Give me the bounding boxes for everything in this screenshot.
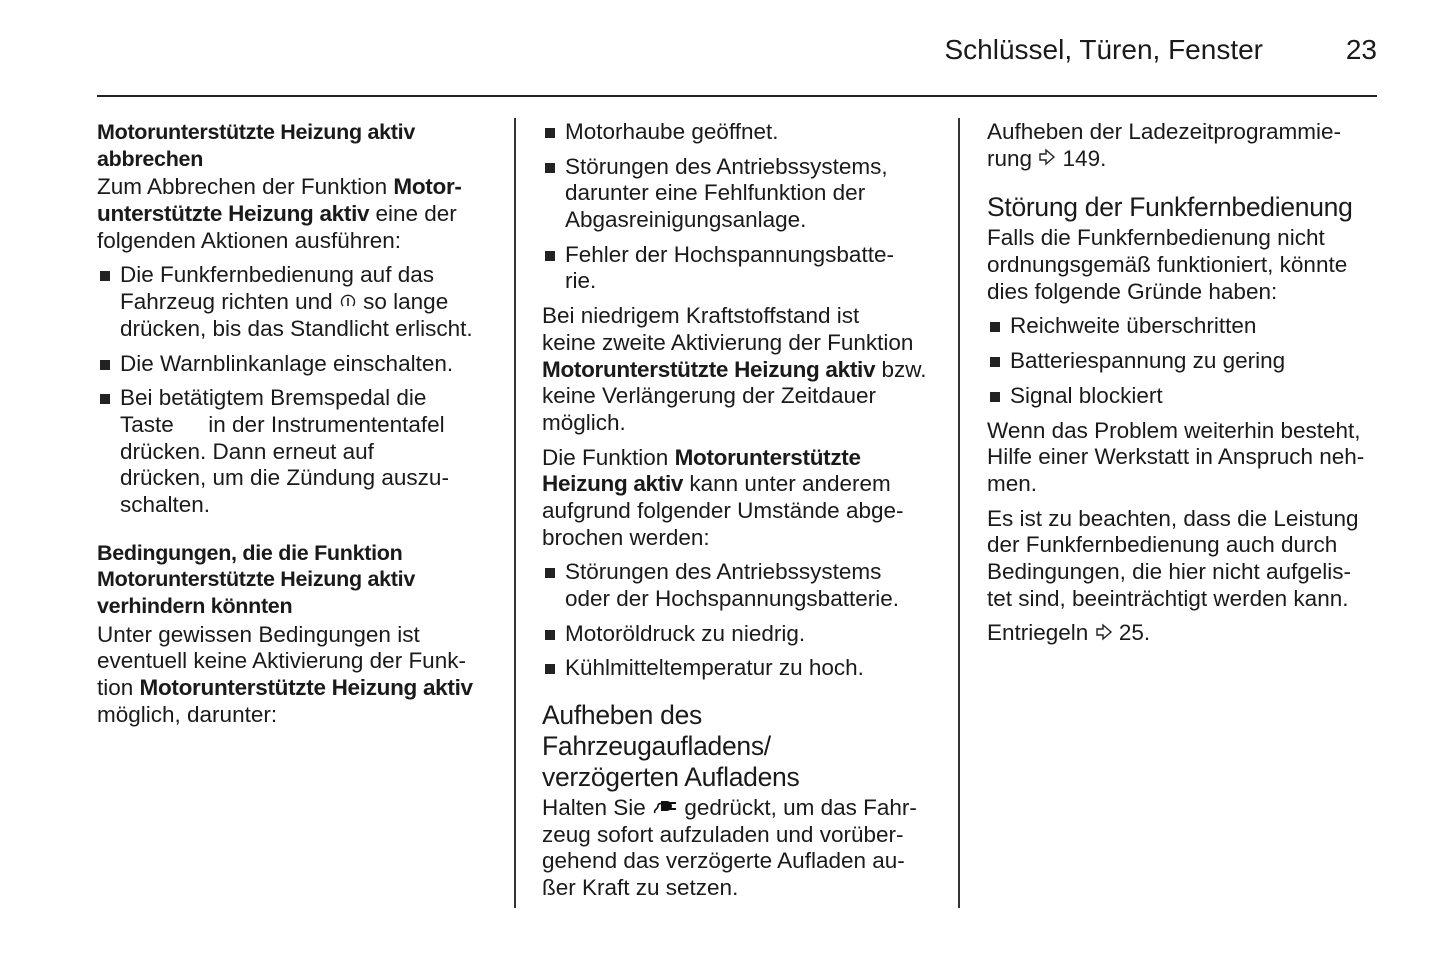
running-header-title: Schlüssel, Türen, Fenster [944,34,1263,65]
text-line: unterstützte Heizung aktiv eine der [97,201,457,227]
bullet-square-icon [545,163,555,173]
text-line: oder der Hochspannungsbatterie. [565,586,899,611]
text-line: Wenn das Problem weiterhin besteht, [987,417,1361,443]
bullet-item [987,348,1387,375]
bullet-square-icon [100,271,110,281]
bullet-square-icon [545,568,555,578]
bullet-square-icon [990,392,1000,402]
text-line: Motorunterstützte Heizung aktiv [97,120,415,144]
section-title [542,700,942,793]
text-line: Bei niedrigem Kraftstoffstand ist [542,303,860,329]
text-line: Halten Sie gedrückt, um das Fahr- [542,795,942,822]
bullet-item [987,383,1387,410]
text-line: drücken, um die Zündung auszu- [120,465,449,491]
text-line: Bedingungen, die die Funktion [97,540,403,565]
text-line: rung 149. [987,146,1387,173]
text-line: brochen werden: [542,524,710,550]
text-line: tet sind, beeinträchtigt werden kann. [987,585,1349,611]
bullet-square-icon [545,664,555,674]
text-line: darunter eine Fehlfunktion der [565,180,866,206]
text-line: schalten. [120,491,211,517]
bullet-square-icon [545,630,555,640]
bullet-item [97,351,497,378]
column-divider [514,118,516,908]
paragraph [542,795,942,902]
paragraph [987,418,1387,498]
text-line: Heizung aktiv kann unter anderem [542,471,891,497]
blank-icon [180,413,202,440]
column-3 [987,119,1387,647]
text-line: dies folgende Gründe haben: [987,278,1278,304]
paragraph [987,119,1387,172]
text-line: möglich. [542,409,626,435]
bold-term: Motor- [393,174,462,200]
section-title [987,192,1387,223]
text-line: drücken, bis das Standlicht erlischt. [120,315,473,341]
paragraph [542,445,942,552]
bullet-square-icon [545,128,555,138]
text-line: tion Motorunterstützte Heizung aktiv [97,675,473,701]
text-line: Die Funktion Motorunterstützte [542,444,861,470]
paragraph [542,303,942,436]
section-heading [97,540,497,620]
text-line: möglich, darunter: [97,701,278,727]
text-line: Motoröldruck zu niedrig. [565,620,806,646]
column-2 [542,119,942,902]
text-line: Falls die Funkfernbedienung nicht [987,225,1325,251]
text-line: Die Funkfernbedienung auf das [120,262,434,288]
bullet-item [542,119,942,146]
paragraph [97,174,497,254]
bullet-item [542,655,942,682]
text-line: Kühlmitteltemperatur zu hoch. [565,655,864,681]
text-line: Es ist zu beachten, dass die Leistung [987,505,1359,531]
power-icon [339,290,357,317]
paragraph [987,620,1387,647]
text-line: Fahrzeugaufladens/ [542,731,771,762]
bullet-item [987,313,1387,340]
text-line: ordnungsgemäß funktioniert, könnte [987,252,1348,278]
text-line: Aufheben des [542,700,702,731]
text-line: gehend das verzögerte Aufladen au- [542,848,905,874]
bold-term: Motorunterstützte Heizung aktiv [139,675,473,701]
bullet-item [542,242,942,295]
text-line: Motorhaube geöffnet. [565,119,779,144]
text-line: Fehler der Hochspannungsbatte- [565,241,894,267]
text-line: Bei betätigtem Bremspedal die [120,385,427,411]
text-line: Zum Abbrechen der Funktion Motor- [97,174,462,200]
bold-term: Motorunterstützte [674,444,861,470]
section-heading [97,119,497,172]
text-line: Entriegeln 25. [987,620,1387,647]
paragraph [987,225,1387,305]
reference-arrow-icon[interactable] [1038,146,1056,173]
text-line: drücken. Dann erneut auf [120,438,374,464]
bold-term: Motorunterstützte Heizung aktiv [542,356,876,382]
bold-term: unterstützte Heizung aktiv [97,201,370,227]
text-line: Abgasreinigungsanlage. [565,207,807,233]
bullet-item [542,154,942,234]
bullet-item [542,559,942,612]
bullet-square-icon [990,357,1000,367]
text-line: rie. [565,268,597,294]
column-1 [97,119,497,728]
text-line: Aufheben der Ladezeitprogrammie- [987,119,1341,144]
text-line: Signal blockiert [1010,382,1163,408]
text-line: Unter gewissen Bedingungen ist [97,621,420,647]
text-line: keine Verlängerung der Zeitdauer [542,383,876,409]
text-line: eventuell keine Aktivierung der Funk- [97,648,466,674]
reference-arrow-icon[interactable] [1095,621,1113,648]
text-line: Hilfe einer Werkstatt in Anspruch neh- [987,444,1365,470]
page-number: 23 [1345,34,1377,65]
text-line: abbrechen [97,146,204,171]
text-line: Motorunterstützte Heizung aktiv [97,567,415,592]
bullet-square-icon [990,322,1000,332]
bullet-item [97,385,497,518]
text-line: Störung der Funkfernbedienung [987,192,1353,223]
paragraph [97,622,497,729]
text-line: aufgrund folgender Umstände abge- [542,497,904,523]
text-line: Störungen des Antriebssystems, [565,153,888,179]
text-line: verhindern könnten [97,594,293,618]
bullet-square-icon [100,360,110,370]
column-divider [958,118,960,908]
text-line: der Funkfernbedienung auch durch [987,532,1338,558]
text-line: Reichweite überschritten [1010,313,1257,339]
text-line: Taste in der Instrumententafel [120,412,497,439]
text-line: Motorunterstützte Heizung aktiv bzw. [542,356,927,382]
bullet-square-icon [100,394,110,404]
text-line: verzögerten Aufladens [542,762,800,793]
text-line: keine zweite Aktivierung der Funktion [542,329,914,355]
bullet-item [97,262,497,342]
text-line: folgenden Aktionen ausführen: [97,227,401,253]
bullet-item [542,621,942,648]
bullet-square-icon [545,251,555,261]
text-line: Bedingungen, die hier nicht aufgelis- [987,558,1351,584]
paragraph [987,506,1387,613]
text-line: zeug sofort aufzuladen und vorüber- [542,821,904,847]
text-line: ßer Kraft zu setzen. [542,875,739,901]
header-divider [97,95,1377,97]
bold-term: Heizung aktiv [542,471,684,497]
text-line: Fahrzeug richten und so lange [120,289,497,316]
charge-plug-icon [652,796,678,823]
text-line: Störungen des Antriebssystems [565,559,882,585]
text-line: men. [987,470,1038,496]
text-line: Die Warnblinkanlage einschalten. [120,350,454,376]
text-line: Batteriespannung zu gering [1010,348,1286,374]
